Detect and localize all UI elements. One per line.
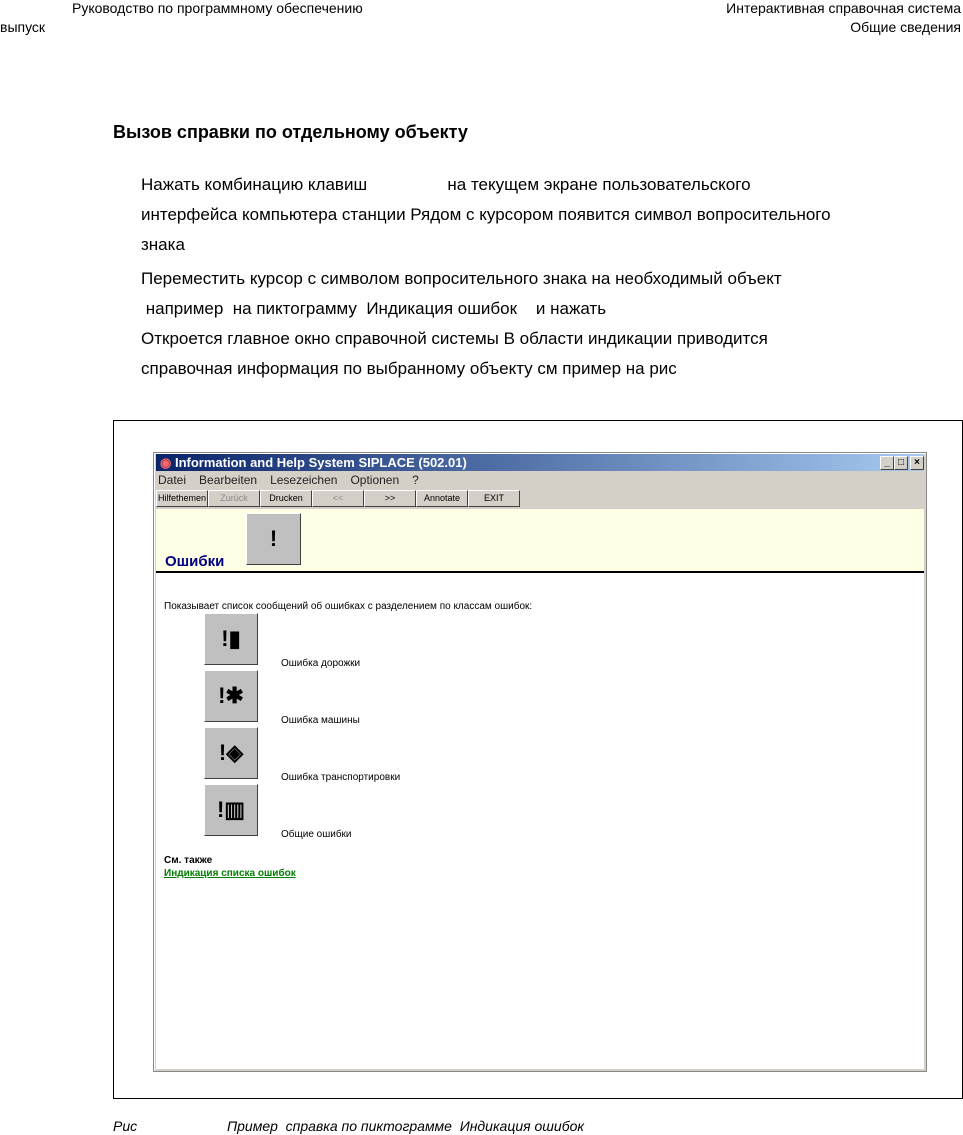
toolbar — [156, 490, 520, 507]
paragraph-line: Переместить курсор с символом вопросительного знака на необходимый объект — [141, 269, 782, 288]
menu-lesezeichen[interactable]: Lesezeichen — [270, 473, 338, 487]
help-window — [153, 452, 927, 1072]
item-label: Ошибка дорожки — [281, 658, 361, 669]
paragraph-line: знака — [141, 235, 185, 254]
paragraph-line: интерфейса компьютера станции Рядом с курсором появится символ вопросительного — [141, 205, 831, 224]
topic-description: Показывает список сообщений об ошибках с разделением по классам ошибок: — [164, 601, 533, 612]
app-icon: ◉ — [160, 455, 172, 470]
paragraph-line: справочная информация по выбранному объекту см пример на рис — [141, 359, 677, 378]
topic-header — [156, 509, 924, 573]
track-error-icon[interactable]: !▮ — [204, 613, 258, 665]
item-label: Общие ошибки — [281, 829, 352, 840]
caption-label: Рис — [113, 1118, 138, 1134]
see-also-label: См. также — [164, 855, 213, 866]
error-indication-icon[interactable]: ! — [246, 513, 301, 565]
item-label: Ошибка машины — [281, 715, 360, 726]
paragraph-line: Нажать комбинацию клавиш на текущем экране пользовательского — [141, 175, 751, 194]
menu-help[interactable]: ? — [412, 473, 419, 487]
topic-title: Ошибки — [165, 553, 225, 570]
transport-error-icon[interactable]: !◈ — [204, 727, 258, 779]
paragraph-line: например на пиктограмму Индикация ошибок и нажать — [141, 299, 607, 318]
hilfethemen-button[interactable]: Hilfethemen — [156, 490, 208, 507]
header-chapter: Интерактивная справочная система — [726, 0, 961, 16]
paragraph-line: Откроется главное окно справочной системы В области индикации приводится — [141, 329, 768, 348]
back-button[interactable]: Zurück — [208, 490, 260, 507]
item-label: Ошибка транспортировки — [281, 772, 401, 783]
header-section: Общие сведения — [850, 19, 961, 35]
section-heading: Вызов справки по отдельному объекту — [113, 122, 468, 142]
general-error-icon[interactable]: !▥ — [204, 784, 258, 836]
machine-error-icon[interactable]: !✱ — [204, 670, 258, 722]
caption-text: Пример справка по пиктограмме Индикация ошибок — [227, 1118, 584, 1134]
menu-bar — [158, 473, 432, 487]
print-button[interactable]: Drucken — [260, 490, 312, 507]
title-bar — [156, 454, 924, 471]
exit-button[interactable]: EXIT — [468, 490, 520, 507]
topic-content — [156, 573, 924, 1069]
menu-datei[interactable]: Datei — [158, 473, 187, 487]
next-button[interactable]: >> — [364, 490, 416, 507]
menu-optionen[interactable]: Optionen — [350, 473, 400, 487]
menu-bearbeiten[interactable]: Bearbeiten — [199, 473, 258, 487]
header-doc-title: Руководство по программному обеспечению — [72, 0, 363, 16]
body-text — [141, 170, 831, 384]
window-title: Information and Help System SIPLACE (502.01) — [174, 455, 467, 470]
header-edition: выпуск — [0, 19, 46, 35]
error-list-link[interactable]: Индикация списка ошибок — [164, 868, 296, 879]
minimize-button[interactable]: _ — [880, 456, 894, 470]
prev-button[interactable]: << — [312, 490, 364, 507]
close-button[interactable]: × — [910, 456, 924, 470]
maximize-button[interactable]: □ — [894, 456, 908, 470]
annotate-button[interactable]: Annotate — [416, 490, 468, 507]
